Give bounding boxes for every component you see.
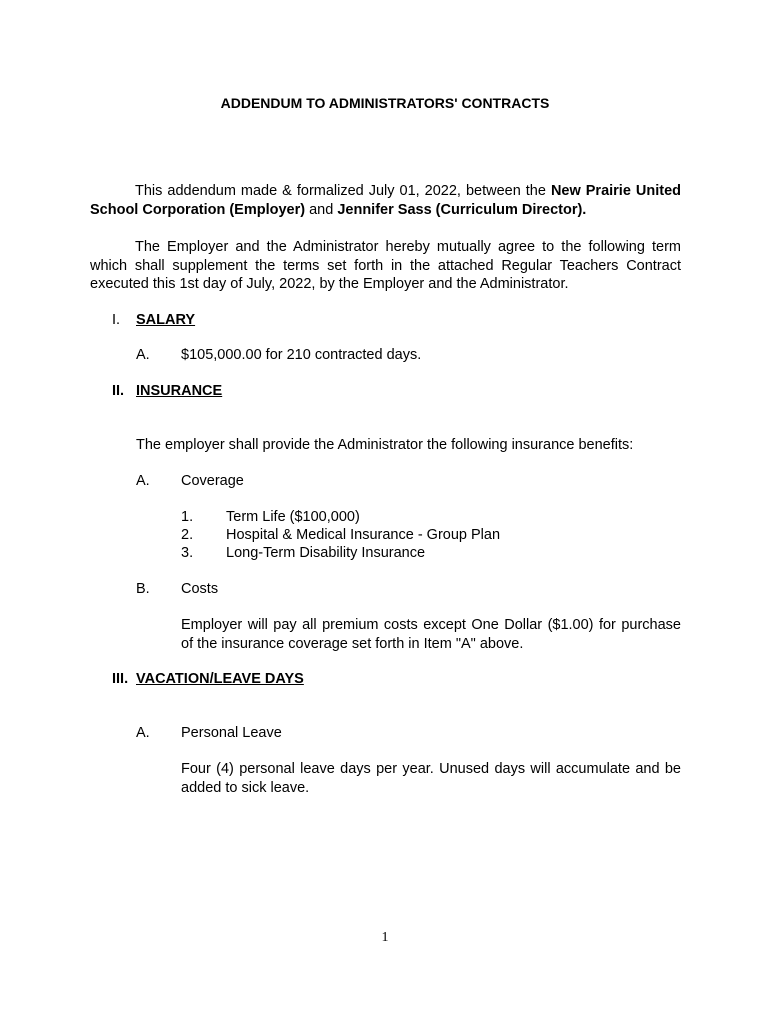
intro-paragraph <box>90 182 681 219</box>
section-insurance-heading: INSURANCE <box>136 383 223 399</box>
leave-item-letter: A. <box>136 725 150 741</box>
coverage-item-text: Term Life ($100,000) <box>226 509 360 525</box>
section-vacation-numeral: III. <box>112 671 129 687</box>
costs-letter: B. <box>136 581 150 597</box>
coverage-item-number: 3. <box>181 545 194 561</box>
intro-text-2: and <box>305 201 338 218</box>
coverage-label: Coverage <box>181 473 244 489</box>
salary-item-text: $105,000.00 for 210 contracted days. <box>181 347 422 363</box>
page-title: ADDENDUM TO ADMINISTRATORS' CONTRACTS <box>220 95 550 111</box>
administrator-name: Jennifer Sass (Curriculum Director). <box>337 201 587 218</box>
costs-text: Employer will pay all premium costs except One Dollar ($1.00) for purchase of the insurance coverage set forth in Item "A" above. <box>181 617 681 652</box>
coverage-item-text: Hospital & Medical Insurance - Group Plan <box>226 527 501 543</box>
section-salary-heading: SALARY <box>136 312 196 328</box>
coverage-item-text: Long-Term Disability Insurance <box>226 545 426 561</box>
page-number: 1 <box>381 930 389 945</box>
costs-label: Costs <box>181 581 219 597</box>
leave-item-text: Four (4) personal leave days per year. Unused days will accumulate and be added to sick leave. <box>181 761 681 796</box>
agreement-text: The Employer and the Administrator hereby mutually agree to the following term which shall supplement the terms set forth in the attached Regular Teachers Contract executed this 1st day of July, 2022, by the Employer and the Administrator. <box>90 239 681 292</box>
insurance-intro: The employer shall provide the Administrator the following insurance benefits: <box>136 437 634 453</box>
agreement-paragraph <box>90 238 681 294</box>
section-salary-numeral: I. <box>112 312 121 328</box>
intro-text-1: This addendum made & formalized July 01, 2022, between the <box>135 183 551 199</box>
leave-item-label: Personal Leave <box>181 725 282 741</box>
salary-item-letter: A. <box>136 347 150 363</box>
employer-name: New Prairie United School Corporation (Employer) <box>90 183 681 218</box>
section-insurance-numeral: II. <box>112 383 125 399</box>
coverage-letter: A. <box>136 473 150 489</box>
section-vacation-heading: VACATION/LEAVE DAYS <box>136 671 304 687</box>
coverage-item-number: 2. <box>181 527 194 543</box>
coverage-item-number: 1. <box>181 509 194 525</box>
